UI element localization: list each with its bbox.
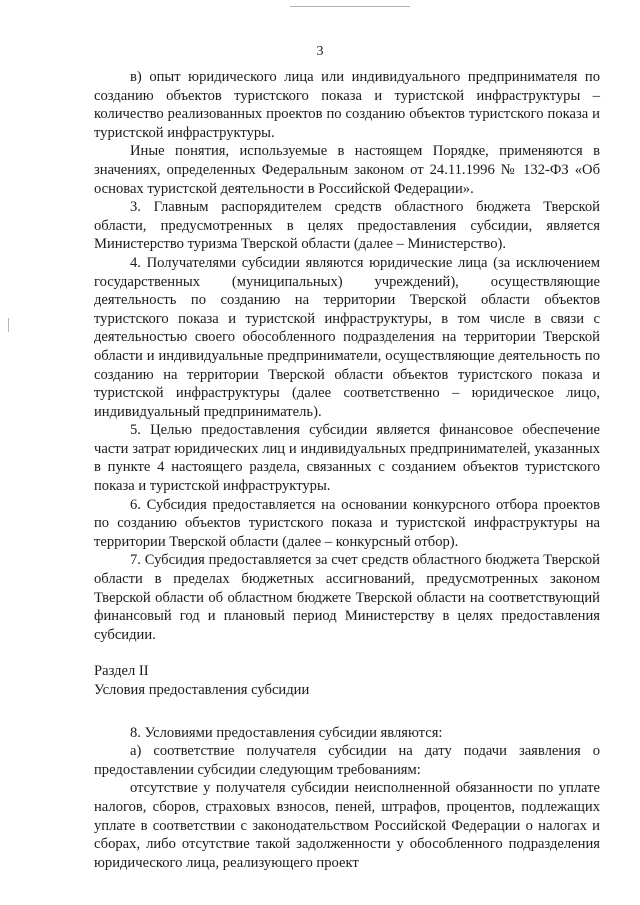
paragraph-4: 4. Получателями субсидии являются юридические лица (за исключением государственных (муниципальных) учреждений), осуществляющие деятельность по созданию на территории Тверской области объектов туристского показа и туристской инфраструктуры, в том числе в связи с деятельностью своего обособленного подразделения на территории Тверской области и индивидуальные предприниматели, осуществляющие деятельность по созданию на территории Тверской области объектов туристского показа и туристской инфраструктуры (далее соответственно – юридическое лицо, индивидуальный предприниматель). [94,254,600,420]
page-number: 3 [316,44,324,59]
scan-artifact-left [8,318,9,332]
document-body [94,68,600,872]
paragraph-8a: а) соответствие получателя субсидии на дату подачи заявления о предоставлении субсидии следующим требованиям: [94,743,600,778]
paragraph-other-terms: Иные понятия, используемые в настоящем Порядке, применяются в значениях, определенных Федеральным законом от 24.11.1996 № 132-ФЗ «Об основах туристской деятельности в Российской Федерации». [94,143,600,197]
section-number: Раздел II [94,663,149,680]
paragraph-3: 3. Главным распорядителем средств областного бюджета Тверской области, предусмотренных в целях предоставления субсидии, является Министерство туризма Тверской области (далее – Министерство). [94,199,600,253]
paragraph-8: 8. Условиями предоставления субсидии являются: [130,724,443,741]
scan-artifact-top [290,6,410,7]
paragraph-8a-requirement: отсутствие у получателя субсидии неисполненной обязанности по уплате налогов, сборов, страховых взносов, пеней, штрафов, процентов, подлежащих уплате в соответствии с законодательством Российской Федерации о налогах и сборах, либо отсутствие такой задолженности у обособленного подразделения юридического лица, реализующего проект [94,780,600,871]
paragraph-v: в) опыт юридического лица или индивидуального предпринимателя по созданию объектов туристского показа и туристской инфраструктуры – количество реализованных проектов по созданию объектов туристского показа и туристской инфраструктуры. [94,69,600,141]
paragraph-7: 7. Субсидия предоставляется за счет средств областного бюджета Тверской области в пределах бюджетных ассигнований, предусмотренных законом Тверской области об областном бюджете Тверской области на соответствующий финансовый год и плановый период Министерству в целях предоставления субсидии. [94,552,600,643]
section-title: Условия предоставления субсидии [94,682,310,698]
paragraph-6: 6. Субсидия предоставляется на основании конкурсного отбора проектов по созданию объектов туристского показа и туристской инфраструктуры на территории Тверской области (далее – конкурсный отбор). [94,496,600,550]
paragraph-5: 5. Целью предоставления субсидии является финансовое обеспечение части затрат юридических лиц и индивидуальных предпринимателей, указанных в пункте 4 настоящего раздела, связанных с созданием объектов туристского показа и туристской инфраструктуры. [94,422,600,495]
